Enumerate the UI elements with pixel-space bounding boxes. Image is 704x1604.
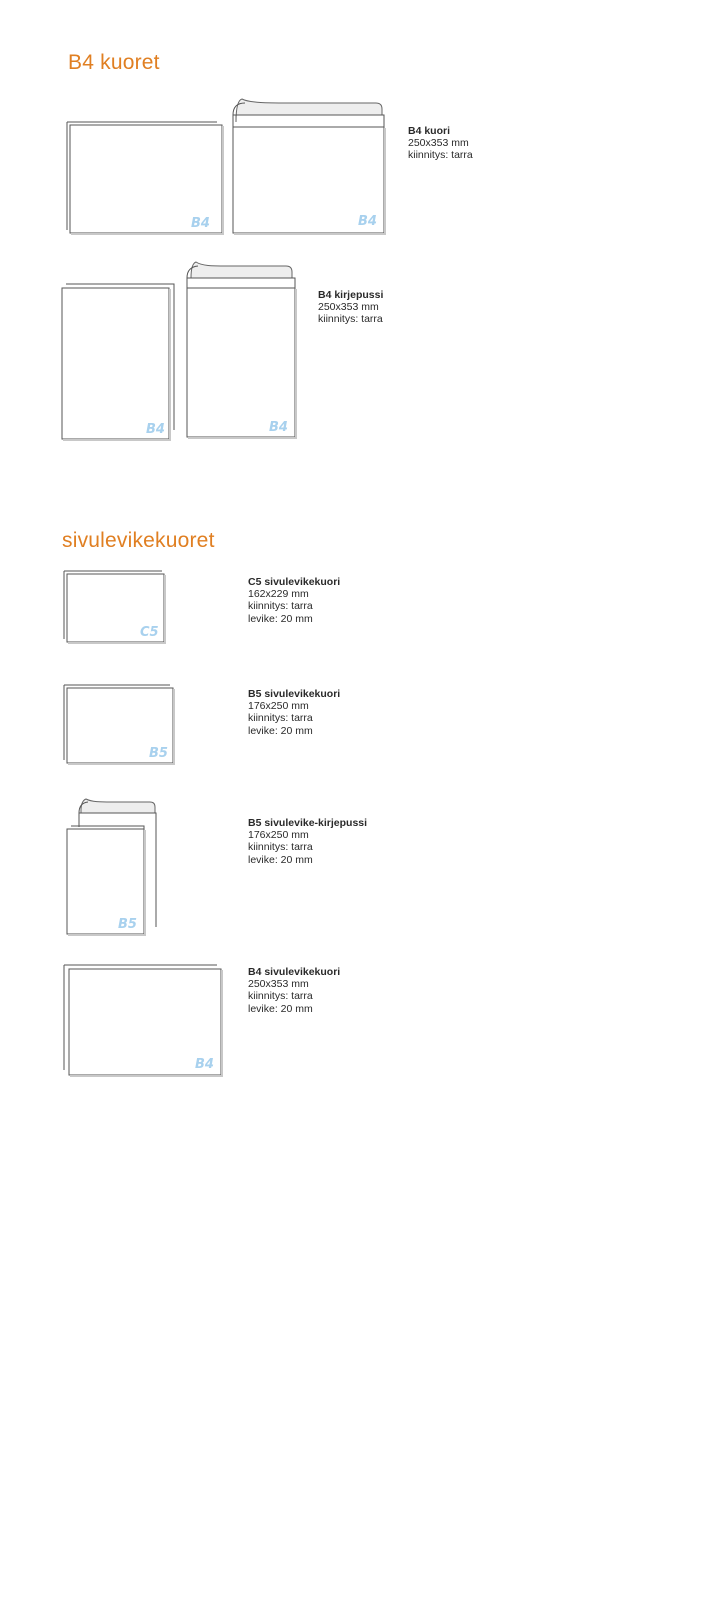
c5-sivulevikekuori-size-label: C5: [140, 625, 159, 640]
b4-kuori-back-illustration: [228, 95, 393, 240]
b5-sivulevikekuori-info: [248, 688, 340, 737]
c5-sivulevikekuori-name: C5 sivulevikekuori: [248, 576, 341, 588]
b5-sivulevikekuori-gusset: levike: 20 mm: [248, 724, 313, 737]
section-title-b4-kuoret: B4 kuoret: [68, 51, 160, 74]
b4-kirjepussi-size: 250x353 mm: [318, 301, 379, 314]
b4-kuori-name: B4 kuori: [408, 125, 451, 137]
b5-sivulevike-kirjepussi-gusset: levike: 20 mm: [248, 853, 313, 866]
b4-kuori-front-illustration: [60, 115, 230, 240]
b4-kirjepussi-closure: kiinnitys: tarra: [318, 313, 383, 326]
b4-kirjepussi-back-size-label: B4: [269, 420, 288, 435]
section-title-sivulevikekuoret: sivulevikekuoret: [62, 529, 215, 552]
b4-sivulevikekuori-name: B4 sivulevikekuori: [248, 966, 341, 978]
b4-sivulevikekuori-size: 250x353 mm: [248, 978, 309, 991]
c5-sivulevikekuori-illustration: [60, 566, 170, 651]
b5-sivulevike-kirjepussi-info: [248, 817, 367, 866]
c5-sivulevikekuori-gusset: levike: 20 mm: [248, 612, 313, 625]
b4-kuori-back-size-label: B4: [358, 214, 377, 229]
b4-kirjepussi-info: [318, 289, 383, 326]
b5-sivulevike-kirjepussi-size: 176x250 mm: [248, 829, 309, 842]
b5-sivulevike-kirjepussi-size-label: B5: [118, 917, 137, 932]
b5-sivulevikekuori-size-label: B5: [149, 746, 168, 761]
b5-sivulevike-kirjepussi-name: B5 sivulevike-kirjepussi: [248, 817, 368, 829]
b4-sivulevikekuori-size-label: B4: [195, 1057, 214, 1072]
b5-sivulevikekuori-closure: kiinnitys: tarra: [248, 712, 313, 725]
b4-kuori-size: 250x353 mm: [408, 137, 469, 150]
b5-sivulevikekuori-size: 176x250 mm: [248, 700, 309, 713]
b4-kuori-front-size-label: B4: [191, 216, 210, 231]
b4-sivulevikekuori-closure: kiinnitys: tarra: [248, 990, 313, 1003]
b4-kirjepussi-front-illustration: [56, 280, 181, 445]
c5-sivulevikekuori-info: [248, 576, 340, 625]
c5-sivulevikekuori-closure: kiinnitys: tarra: [248, 600, 313, 613]
c5-sivulevikekuori-size: 162x229 mm: [248, 588, 309, 601]
b4-sivulevikekuori-gusset: levike: 20 mm: [248, 1002, 313, 1015]
b4-kuori-info: [408, 125, 473, 162]
b4-sivulevikekuori-info: [248, 966, 340, 1015]
b5-sivulevikekuori-illustration: [60, 680, 180, 770]
b4-kirjepussi-name: B4 kirjepussi: [318, 289, 384, 301]
b4-kirjepussi-front-size-label: B4: [146, 422, 165, 437]
b5-sivulevike-kirjepussi-closure: kiinnitys: tarra: [248, 841, 313, 854]
b5-sivulevikekuori-name: B5 sivulevikekuori: [248, 688, 341, 700]
b4-sivulevikekuori-illustration: [60, 960, 230, 1085]
b4-kirjepussi-back-illustration: [182, 258, 302, 443]
b5-sivulevike-kirjepussi-illustration: [62, 795, 162, 940]
b4-kuori-closure: kiinnitys: tarra: [408, 149, 473, 162]
